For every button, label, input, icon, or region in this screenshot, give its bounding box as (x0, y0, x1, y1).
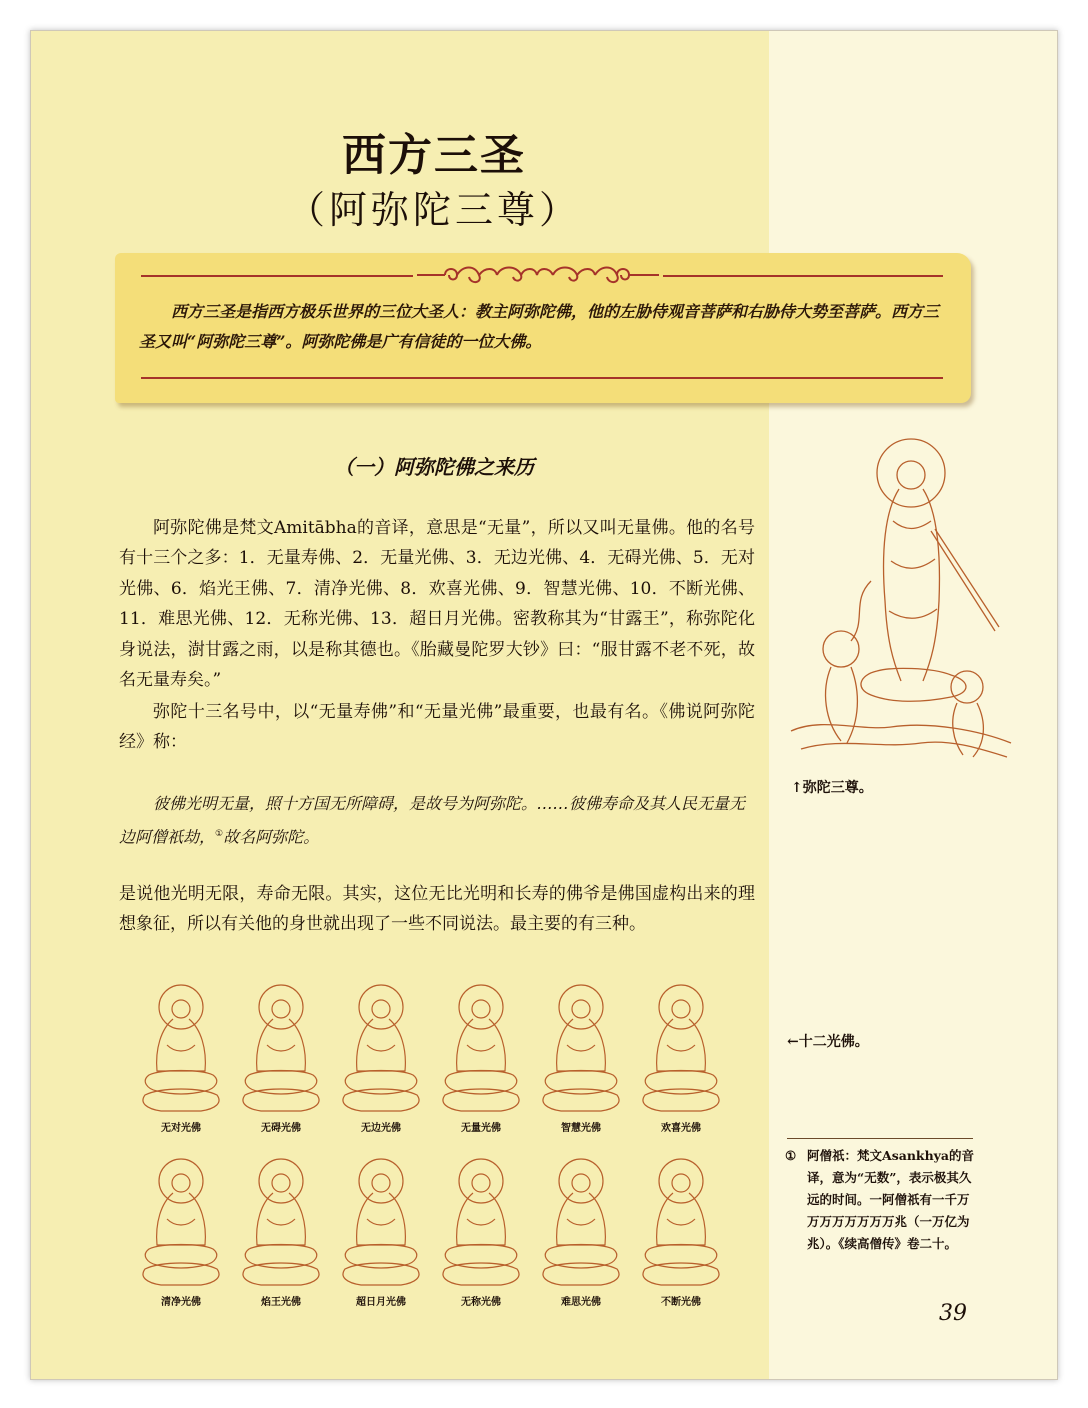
seated-buddha-icon (631, 979, 731, 1119)
buddha-figure (431, 1153, 531, 1315)
buddha-figure (231, 979, 331, 1141)
seated-buddha-icon (431, 979, 531, 1119)
footnote-reference[interactable]: ① (215, 829, 224, 839)
seated-buddha-icon (131, 979, 231, 1119)
paragraph-3: 是说他光明无限，寿命无限。其实，这位无比光明和长寿的佛爷是佛国虚构出来的理想象征，所以有关他的身世就出现了一些不同说法。最主要的有三种。 (119, 884, 755, 935)
caption-triad: ↑弥陀三尊。 (791, 780, 873, 796)
cloud-ornament-icon (415, 261, 661, 289)
footnote-text: 阿僧祇：梵文Asankhya的音译，意为“无数”，表示极其久远的时间。一阿僧祇有一千万万万万万万万万兆（一万亿为兆）。《续高僧传》卷二十。 (807, 1148, 975, 1251)
buddha-label: 欢喜光佛 (661, 1123, 701, 1134)
footnote (785, 1145, 981, 1255)
section-heading: （一）阿弥陀佛之来历 (334, 455, 534, 479)
banner-rule-top-right (663, 275, 943, 277)
buddha-figure (531, 1153, 631, 1315)
caption-twelve-buddhas: ←十二光佛。 (787, 1034, 869, 1050)
footnote-divider (787, 1138, 973, 1139)
buddha-label: 智慧光佛 (561, 1123, 601, 1134)
seated-buddha-icon (431, 1153, 531, 1293)
buddha-figure (331, 979, 431, 1141)
buddha-figure (231, 1153, 331, 1315)
seated-buddha-icon (531, 979, 631, 1119)
paragraph-2: 弥陀十三名号中，以“无量寿佛”和“无量光佛”最重要，也最有名。《佛说阿弥陀经》称： (119, 702, 755, 753)
seated-buddha-icon (631, 1153, 731, 1293)
buddha-label: 清净光佛 (161, 1297, 201, 1308)
buddha-label: 无碍光佛 (261, 1123, 301, 1134)
amitabha-triad-illustration (781, 431, 1017, 761)
buddha-label: 不断光佛 (661, 1297, 701, 1308)
buddha-label: 焰王光佛 (261, 1297, 301, 1308)
paragraph-1: 阿弥陀佛是梵文Amitābha的音译，意思是“无量”，所以又叫无量佛。他的名号有十三个之多：1．无量寿佛、2．无量光佛、3．无边光佛、4．无碍光佛、5．无对光佛、6．焰光王佛、7．清净光佛、8．欢喜光佛、9．智慧光佛、10．不断光佛、11．难思光佛、12．无称光佛、13．超日月光佛。密教称其为“甘露王”，称弥陀化身说法，澍甘露之雨，以是称其德也。《胎藏曼陀罗大钞》曰：“服甘露不老不死，故名无量寿矣。” (119, 518, 755, 691)
buddha-figure (631, 979, 731, 1141)
page-subtitle: （阿弥陀三尊） (286, 188, 581, 232)
buddha-label: 难思光佛 (561, 1297, 601, 1308)
seated-buddha-icon (531, 1153, 631, 1293)
intro-banner (115, 253, 971, 403)
intro-text: 西方三圣是指西方极乐世界的三位大圣人：教主阿弥陀佛，他的左胁侍观音菩萨和右胁侍大势至菩萨。西方三圣又叫“阿弥陀三尊”。阿弥陀佛是广有信徒的一位大佛。 (139, 302, 940, 351)
seated-buddha-icon (331, 979, 431, 1119)
buddha-figure (331, 1153, 431, 1315)
banner-rule-top-left (141, 275, 413, 277)
banner-rule-bottom (141, 377, 943, 379)
buddha-label: 超日月光佛 (356, 1297, 406, 1308)
buddha-label: 无对光佛 (161, 1123, 201, 1134)
buddha-figure (131, 1153, 231, 1315)
buddha-figure (431, 979, 531, 1141)
buddha-label: 无边光佛 (361, 1123, 401, 1134)
book-page (30, 30, 1058, 1380)
page-number: 39 (939, 1301, 967, 1326)
quote-part-1: 彼佛光明无量，照十方国无所障碍，是故号为阿弥陀。……彼佛寿命及其人民无量无边阿僧祇劫， (119, 794, 746, 847)
buddha-figure (631, 1153, 731, 1315)
buddha-figure (531, 979, 631, 1141)
seated-buddha-icon (231, 979, 331, 1119)
seated-buddha-icon (231, 1153, 331, 1293)
buddha-label: 无称光佛 (461, 1297, 501, 1308)
sutra-quote (119, 789, 755, 852)
buddha-figure (131, 979, 231, 1141)
twelve-buddhas-grid (131, 979, 731, 1319)
quote-part-2: 故名阿弥陀。 (223, 827, 320, 847)
buddha-label: 无量光佛 (461, 1123, 501, 1134)
seated-buddha-icon (131, 1153, 231, 1293)
seated-buddha-icon (331, 1153, 431, 1293)
page-title: 西方三圣 (342, 130, 526, 181)
footnote-mark: ① (785, 1148, 797, 1163)
